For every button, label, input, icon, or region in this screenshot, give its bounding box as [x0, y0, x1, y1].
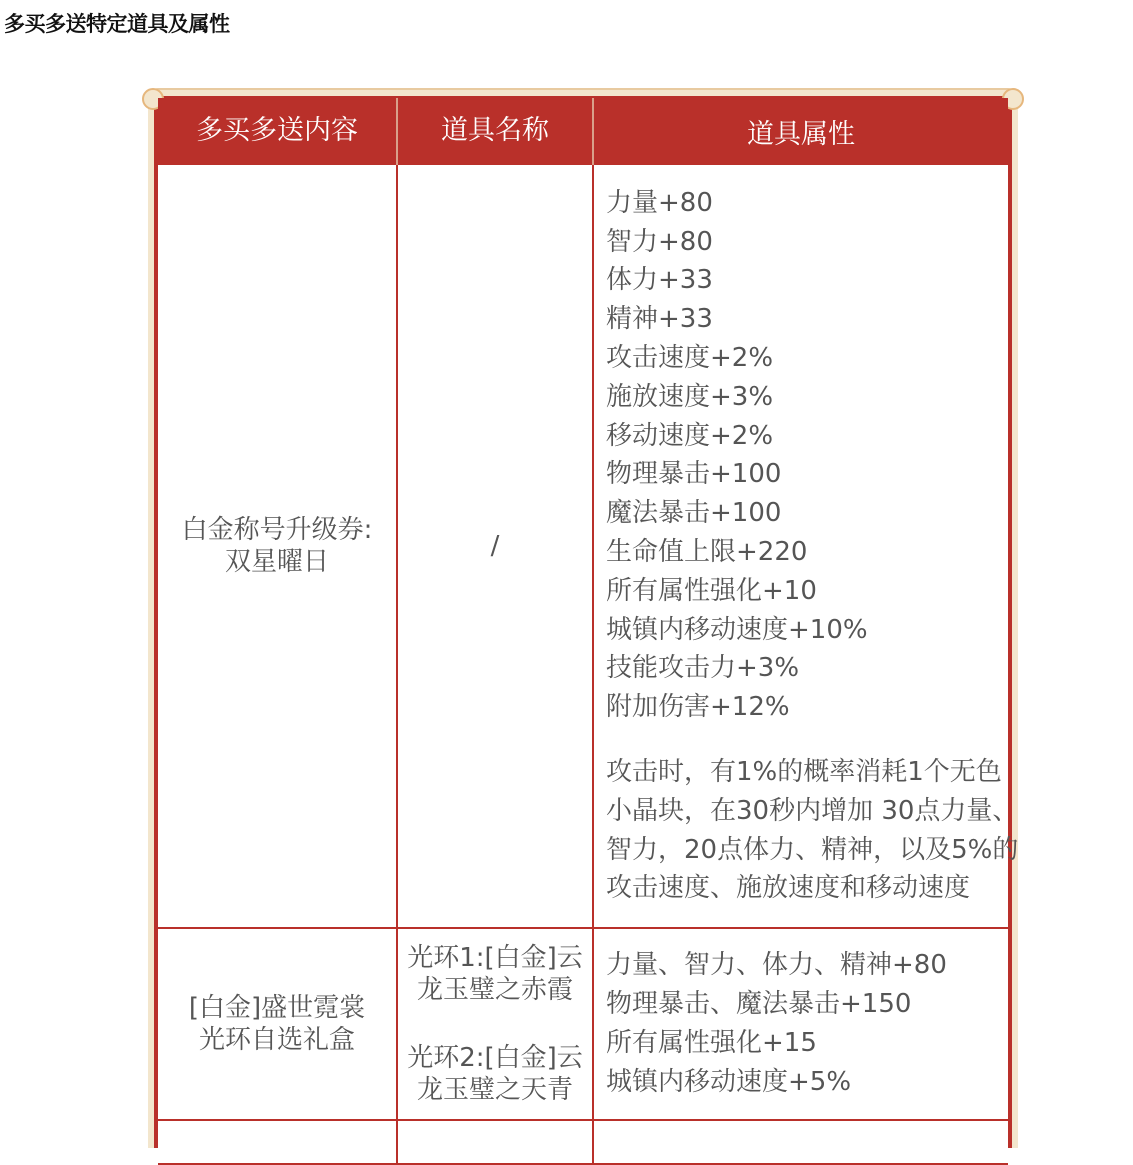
page-title: 多买多送特定道具及属性	[4, 12, 230, 36]
attribute-line: 城镇内移动速度+5%	[606, 1066, 852, 1097]
effect-line: 攻击速度、施放速度和移动速度	[606, 873, 971, 904]
item-name-line: 龙玉璧之赤霞	[416, 975, 573, 1005]
content-line: [白金]盛世霓裳	[188, 993, 366, 1023]
header-item-name: 道具名称	[397, 98, 593, 165]
content-cell	[158, 1120, 397, 1164]
effect-line: 小晶块，在30秒内增加 30点力量、	[606, 795, 1019, 826]
content-cell	[158, 928, 397, 1120]
content-cell	[158, 165, 397, 928]
header-item-attributes: 道具属性	[593, 98, 1008, 165]
attribute-line: 附加伤害+12%	[606, 692, 790, 723]
attribute-line: 物理暴击、魔法暴击+150	[606, 989, 912, 1020]
attribute-line: 所有属性强化+10	[606, 575, 817, 606]
spacer	[399, 1006, 591, 1042]
attribute-line: 力量+80	[606, 187, 713, 218]
attribute-line: 物理暴击+100	[606, 459, 782, 490]
items-table	[158, 98, 1019, 1165]
table-row	[158, 1120, 1008, 1164]
item-name: /	[490, 531, 500, 561]
attribute-line: 魔法暴击+100	[606, 498, 782, 529]
attributes-cell	[593, 928, 1008, 1120]
item-name-cell	[397, 928, 593, 1120]
attribute-line: 智力+80	[606, 226, 713, 257]
attributes-cell	[593, 165, 1019, 928]
table-row	[158, 165, 1008, 928]
attribute-line: 生命值上限+220	[606, 537, 808, 567]
attribute-line: 精神+33	[606, 304, 713, 335]
item-name-cell	[397, 165, 593, 928]
content-line: 光环自选礼盒	[198, 1025, 355, 1055]
table-header-row	[158, 98, 1008, 165]
attribute-line: 力量、智力、体力、精神+80	[606, 950, 947, 981]
attribute-line: 施放速度+3%	[606, 381, 774, 412]
item-name-line: 龙玉璧之天青	[416, 1075, 573, 1105]
attribute-line: 移动速度+2%	[606, 420, 774, 451]
effect-line: 智力，20点体力、精神，以及5%的	[606, 834, 1019, 865]
table-row	[158, 928, 1008, 1120]
attribute-line: 技能攻击力+3%	[606, 653, 800, 684]
effect-line: 攻击时，有1%的概率消耗1个无色	[606, 756, 1002, 787]
item-name-cell	[397, 1120, 593, 1164]
attributes-cell	[593, 1120, 1008, 1164]
content-line: 双星曜日	[224, 547, 329, 577]
attribute-line: 攻击速度+2%	[606, 343, 774, 374]
item-name-line: 光环1:[白金]云	[407, 943, 583, 973]
attribute-line: 城镇内移动速度+10%	[606, 614, 868, 645]
header-content: 多买多送内容	[158, 98, 397, 165]
effect-description	[606, 753, 1019, 908]
attribute-line: 体力+33	[606, 265, 713, 296]
item-name-line: 光环2:[白金]云	[407, 1043, 583, 1073]
attribute-line: 所有属性强化+15	[606, 1028, 817, 1058]
content-line: 白金称号升级券:	[181, 515, 373, 545]
